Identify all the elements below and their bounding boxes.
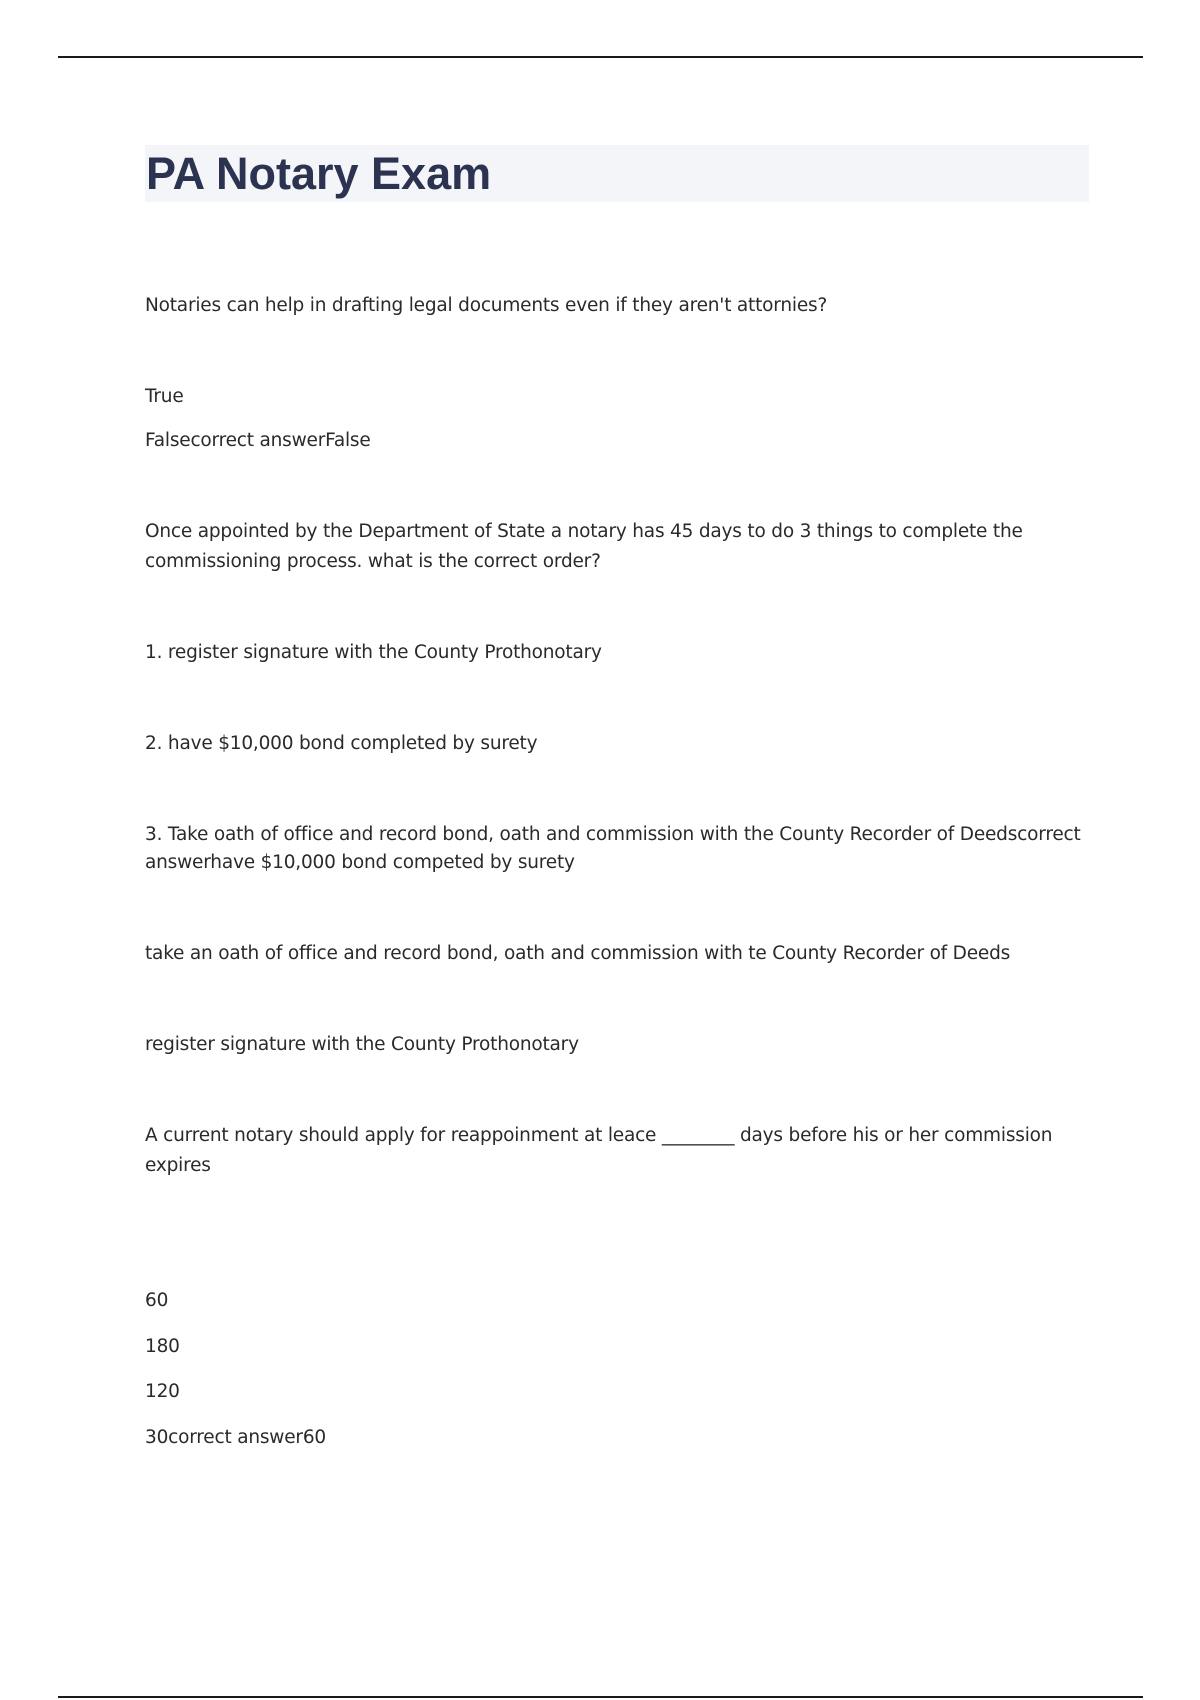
top-rule [58,56,1143,58]
q3-option-30: 30correct answer60 [145,1427,326,1448]
q1-option-false: Falsecorrect answerFalse [145,430,371,451]
bottom-rule [58,1696,1143,1698]
q3-question-line1: A current notary should apply for reappoinment at leace ________ days before his or her commission [145,1125,1053,1146]
q2-step2: 2. have $10,000 bond completed by surety [145,733,538,754]
q3-option-120: 120 [145,1381,180,1402]
q3-option-60: 60 [145,1290,169,1311]
document-title: PA Notary Exam [146,148,492,199]
q1-option-true: True [145,386,184,407]
q2-step3-line2: answerhave $10,000 bond competed by surety [145,852,575,873]
q1-question: Notaries can help in drafting legal documents even if they aren't attornies? [145,295,828,316]
q2-question-line1: Once appointed by the Department of State a notary has 45 days to do 3 things to complete the [145,521,1023,542]
q2-question-line2: commissioning process. what is the correct order? [145,551,601,572]
q3-option-180: 180 [145,1336,180,1357]
q2-step3-line1: 3. Take oath of office and record bond, oath and commission with the County Recorder of Deedscorrect [145,824,1081,845]
q2-answer-3: register signature with the County Prothonotary [145,1034,579,1055]
q2-answer-2: take an oath of office and record bond, oath and commission with te County Recorder of Deeds [145,943,1011,964]
q2-step1: 1. register signature with the County Prothonotary [145,642,602,663]
q3-question-line2: expires [145,1155,211,1176]
